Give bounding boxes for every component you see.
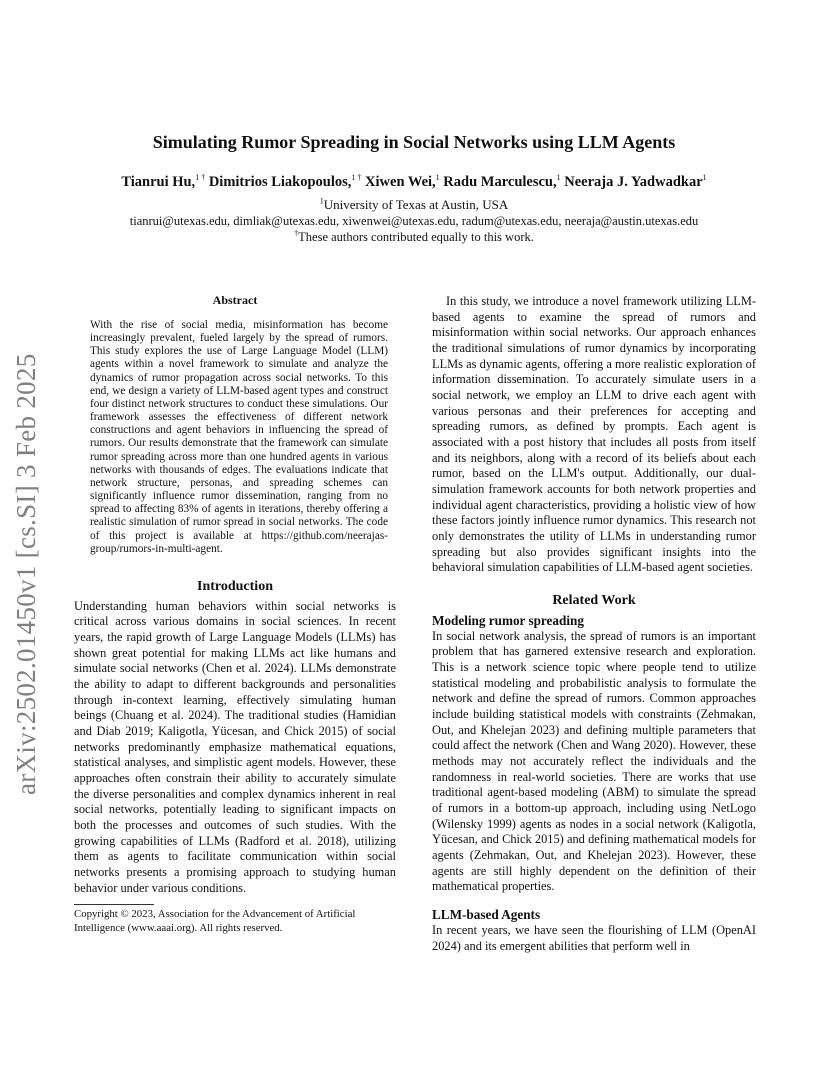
modeling-rumor-heading: Modeling rumor spreading xyxy=(432,612,584,628)
footnote-rule xyxy=(74,904,154,905)
author-name: Tianrui Hu, xyxy=(121,174,196,190)
author xyxy=(365,174,440,190)
intro-continuation-text: In this study, we introduce a novel framework utilizing LLM-based agents to examine the spread of rumors and misinformation within social networks. Our approach enhances the traditional simulations of rumor dynamics by incorporating LLMs as dynamic agents, offering a more realistic exploration of information dissemination. To accurately simulate users in a social network, we employ an LLM to drive each agent with various personas and their preferences for accepting and spreading rumors, as defined by prompts. Each agent is associated with a post history that includes all posts from itself and its neighbors, along with a record of its beliefs about each rumor, based on the LLM's output. Additionally, our dual-simulation framework accounts for both network properties and individual agent characteristics, providing a holistic view of how these factors jointly influence rumor dynamics. This research not only demonstrates the utility of LLMs in understanding rumor spreading but also provides significant insights into the behavioral simulation capabilities of LLM-based agent societies. xyxy=(432,294,756,575)
llm-agents-heading: LLM-based Agents xyxy=(432,906,541,922)
author-name: Radu Marculescu, xyxy=(443,174,557,190)
paper-title: Simulating Rumor Spreading in Social Networks using LLM Agents xyxy=(152,132,676,152)
author-mark: 1 † xyxy=(351,173,362,183)
author-mark: 1 xyxy=(556,173,561,183)
equal-contribution-text: These authors contributed equally to this work. xyxy=(298,230,534,244)
affiliation-text: University of Texas at Austin, USA xyxy=(323,197,509,212)
equal-contribution-mark: † xyxy=(294,228,299,238)
author-mark: 1 xyxy=(435,173,440,183)
affiliation-mark: 1 xyxy=(319,196,324,206)
author-mark: 1 † xyxy=(195,173,206,183)
copyright-footnote: Copyright © 2023, Association for the Advancement of Artificial Intelligence (www.aaai.org). All rights reserved. xyxy=(74,908,356,934)
author xyxy=(564,174,706,190)
abstract-text: With the rise of social media, misinformation has become increasingly prevalent, fueled largely by the spread of rumors. This study explores the use of Large Language Model (LLM) agents within a novel framework to simulate and analyze the dynamics of rumor propagation across social networks. To this end, we design a variety of LLM-based agent types and construct four distinct network structures to conduct these simulations. Our framework assesses the effectiveness of different network constructions and agent behaviors in influencing the spread of rumors. Our results demonstrate that the framework can simulate rumor spreading across more than one hundred agents in various networks with thousands of edges. The evaluations indicate that network structure, personas, and spreading schemes can significantly influence rumor dissemination, ranging from no spread to affecting 83% of agents in iterations, thereby offering a realistic simulation of rumor spread in social networks. The code of this project is available at https://github.com/neerajas-group/rumors-in-multi-agent. xyxy=(90,319,388,555)
author-emails: tianrui@utexas.edu, dimliak@utexas.edu, xiwenwei@utexas.edu, radum@utexas.edu, neeraja@austin.utexas.edu xyxy=(129,214,699,228)
author-list xyxy=(74,172,754,192)
abstract-heading: Abstract xyxy=(212,293,258,307)
introduction-text: Understanding human behaviors within social networks is critical across various domains in social sciences. In recent years, the rapid growth of Large Language Models (LLMs) has shown great potential for making LLMs act like humans and simulate social networks (Chen et al. 2024). LLMs demonstrate the ability to adapt to different backgrounds and personalities through in-context learning, effectively simulating human beings (Chuang et al. 2024). The traditional studies (Hamidian and Diab 2019; Kaligotla, Yücesan, and Chick 2015) of social networks predominantly emphasize mathematical equations, statistical analyses, and simplistic agent models. However, these approaches often constrain their ability to accurately simulate the diverse personalities and complex dynamics inherent in real social networks, potentially leading to significant impacts on both the processes and outcomes of such studies. With the growing capabilities of LLMs (Radford et al. 2018), utilizing them as agents to facilitate communication within social networks presents a promising approach to studying human behavior under various conditions. xyxy=(74,598,396,895)
author-name: Xiwen Wei, xyxy=(365,174,436,190)
author-name: Dimitrios Liakopoulos, xyxy=(208,174,352,190)
affiliation xyxy=(74,196,754,213)
arxiv-stamp: arXiv:2502.01450v1 [cs.SI] 3 Feb 2025 xyxy=(11,353,41,795)
equal-contribution-note xyxy=(74,229,754,246)
modeling-rumor-text: In social network analysis, the spread of rumors is an important problem that has garnered extensive research and exploration. This is a network science topic where people tend to utilize statistical modeling and probabilistic analysis to formulate the network and define the spread of rumors. Common approaches include building statistical models with constraints (Zehmakan, Out, and Khelejan 2023) and defining multiple parameters that could affect the network (Chen and Wang 2020). However, these methods may not accurately reflect the individuals and the randomness in real-world societies. There are works that use traditional agent-based modeling (ABM) to simulate the spread of rumors in a bottom-up approach, including using NetLogo (Wilensky 1999) agents as nodes in a social network (Kaligotla, Yücesan, and Chick 2015) and defining mathematical models for agents (Zehmakan, Out, and Khelejan 2023). However, these agents are still highly dependent on the definition of their mathematical properties. xyxy=(432,628,756,894)
introduction-heading: Introduction xyxy=(197,578,273,594)
left-column xyxy=(74,292,396,935)
author xyxy=(121,174,205,190)
author xyxy=(443,174,560,190)
author-mark: 1 xyxy=(702,173,707,183)
related-work-heading: Related Work xyxy=(552,592,636,608)
right-column xyxy=(432,294,756,954)
author xyxy=(209,174,362,190)
author-name: Neeraja J. Yadwadkar xyxy=(564,174,703,190)
llm-agents-text: In recent years, we have seen the flourishing of LLM (OpenAI 2024) and its emergent abilities that perform well in xyxy=(432,922,756,953)
